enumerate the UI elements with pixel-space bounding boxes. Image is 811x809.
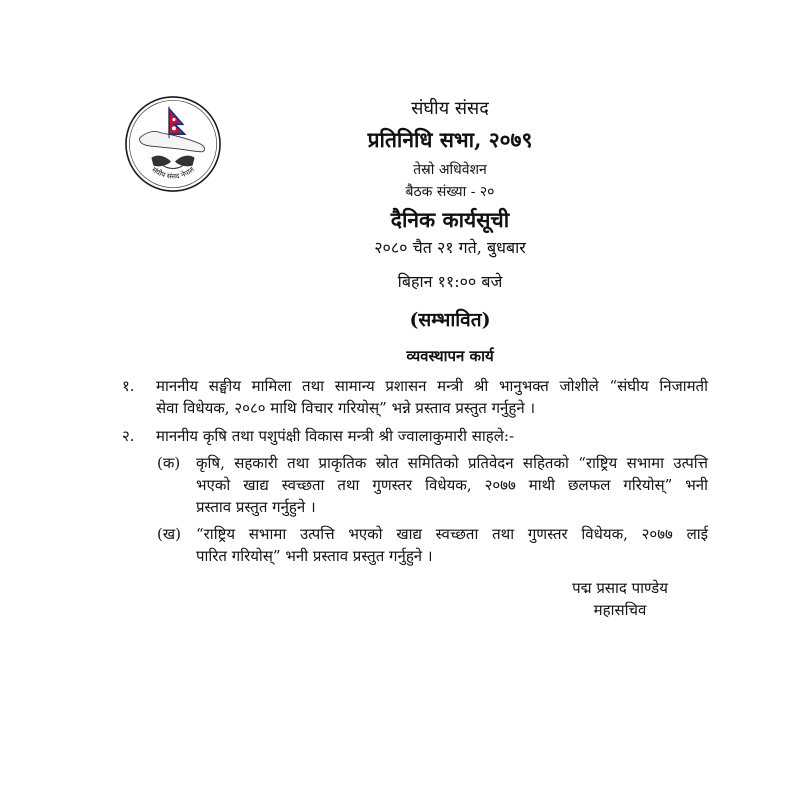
emblem-text: संघीय संसद नेपाल (150, 164, 196, 181)
tentative-label: (सम्भावित) (409, 309, 491, 331)
subitem-text-line: कृषि, सहकारी तथा प्राकृतिक स्रोत समितिको प्रतिवेदन सहितको “राष्ट्रिय सभामा उत्पत्ति (196, 454, 708, 472)
item-text-line: माननीय सङ्घीय मामिला तथा सामान्य प्रशासन मन्त्री श्री भानुभक्त जोशीले “संघीय निजामती (156, 377, 708, 395)
subitem-label: (ख) (157, 525, 181, 543)
subitem-text-line: प्रस्ताव प्रस्तुत गर्नुहुने । (196, 498, 316, 516)
subitem-text-line: “राष्ट्रिय सभामा उत्पत्ति भएको खाद्य स्वच्छता तथा गुणस्तर विधेयक, २०७७ लाई (196, 525, 708, 543)
item-text-line: सेवा विधेयक, २०८० माथि विचार गरियोस्” भन्ने प्रस्ताव प्रस्तुत गर्नुहुने । (156, 399, 536, 417)
item-number: २. (122, 427, 135, 445)
parliament-name: संघीय संसद (411, 98, 489, 119)
subitem-text-line: पारित गरियोस्” भनी प्रस्ताव प्रस्तुत गर्नुहुने । (196, 547, 433, 565)
meeting-number: बैठक संख्या - २० (405, 184, 495, 200)
item-number: १. (122, 377, 135, 395)
signatory-title: महासचिव (593, 601, 647, 619)
item-text-line: माननीय कृषि तथा पशुपंक्षी विकास मन्त्री श्री ज्वालाकुमारी साहले:- (156, 427, 515, 445)
subitem-label: (क) (157, 454, 181, 472)
section-heading: व्यवस्थापन कार्य (406, 347, 494, 365)
parliament-emblem-logo (124, 95, 222, 193)
house-title: प्रतिनिधि सभा, २०७९ (367, 127, 533, 152)
meeting-time: बिहान ११:०० बजे (397, 272, 503, 291)
subitem-text-line: भएको खाद्य स्वच्छता तथा गुणस्तर विधेयक, २०७७ माथी छलफल गरियोस्” भनी (196, 476, 708, 494)
session-label: तेस्रो अधिवेशन (413, 162, 487, 178)
agenda-title: दैनिक कार्यसूची (390, 207, 510, 232)
signatory-name: पद्म प्रसाद पाण्डेय (572, 579, 668, 597)
meeting-date: २०८० चैत २१ गते, बुधबार (374, 238, 526, 257)
